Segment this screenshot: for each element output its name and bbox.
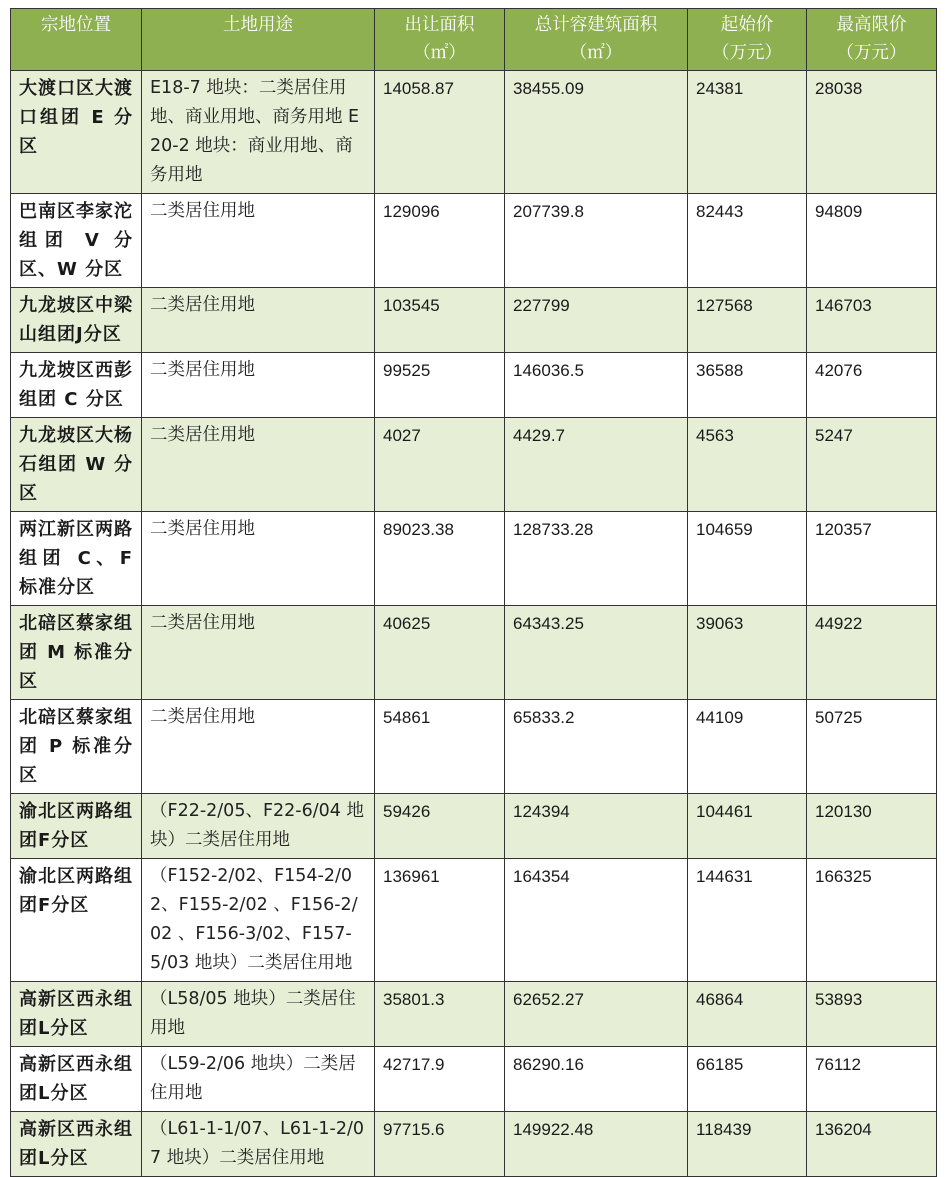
cell-max-price: 166325	[807, 859, 937, 982]
cell-start-price: 104659	[688, 512, 807, 606]
cell-land-use: E18-7 地块：二类居住用地、商业用地、商务用地 E20-2 地块：商业用地、商务用地	[142, 71, 375, 194]
cell-start-price: 39063	[688, 606, 807, 700]
table-row	[11, 353, 937, 418]
header-start-price	[688, 9, 807, 71]
table-row	[11, 1047, 937, 1112]
table-row	[11, 194, 937, 288]
cell-area: 42717.9	[375, 1047, 505, 1112]
cell-max-price: 120357	[807, 512, 937, 606]
cell-location: 九龙坡区大杨石组团 W 分区	[11, 418, 142, 512]
cell-max-price: 53893	[807, 982, 937, 1047]
cell-area: 14058.87	[375, 71, 505, 194]
table-row	[11, 700, 937, 794]
cell-max-price: 28038	[807, 71, 937, 194]
header-area	[375, 9, 505, 71]
cell-floor-area: 164354	[505, 859, 688, 982]
table-row	[11, 982, 937, 1047]
cell-max-price: 146703	[807, 288, 937, 353]
cell-area: 40625	[375, 606, 505, 700]
header-label: 起始价	[720, 15, 774, 35]
cell-land-use: 二类居住用地	[142, 418, 375, 512]
land-auction-table	[10, 8, 937, 1177]
cell-location: 九龙坡区中梁山组团J分区	[11, 288, 142, 353]
cell-max-price: 44922	[807, 606, 937, 700]
cell-max-price: 5247	[807, 418, 937, 512]
cell-location: 高新区西永组团L分区	[11, 1112, 142, 1177]
cell-land-use: （L61-1-1/07、L61-1-2/07 地块）二类居住用地	[142, 1112, 375, 1177]
cell-start-price: 46864	[688, 982, 807, 1047]
cell-floor-area: 4429.7	[505, 418, 688, 512]
cell-location: 渝北区两路组团F分区	[11, 794, 142, 859]
header-max-price	[807, 9, 937, 71]
cell-land-use: 二类居住用地	[142, 700, 375, 794]
cell-start-price: 127568	[688, 288, 807, 353]
table-row	[11, 794, 937, 859]
cell-floor-area: 65833.2	[505, 700, 688, 794]
header-label: 总计容建筑面积	[534, 15, 658, 35]
cell-floor-area: 38455.09	[505, 71, 688, 194]
cell-location: 高新区西永组团L分区	[11, 1047, 142, 1112]
cell-location: 大渡口区大渡口组团 E 分区	[11, 71, 142, 194]
cell-land-use: 二类居住用地	[142, 606, 375, 700]
cell-land-use: 二类居住用地	[142, 288, 375, 353]
cell-floor-area: 86290.16	[505, 1047, 688, 1112]
table-row	[11, 606, 937, 700]
cell-area: 4027	[375, 418, 505, 512]
cell-area: 89023.38	[375, 512, 505, 606]
header-label: 土地用途	[223, 15, 293, 35]
header-label: 宗地位置	[41, 15, 111, 35]
cell-floor-area: 146036.5	[505, 353, 688, 418]
cell-max-price: 42076	[807, 353, 937, 418]
header-land-use	[142, 9, 375, 71]
cell-start-price: 44109	[688, 700, 807, 794]
cell-area: 59426	[375, 794, 505, 859]
cell-location: 北碚区蔡家组团 M 标准分区	[11, 606, 142, 700]
table-row	[11, 512, 937, 606]
header-location	[11, 9, 142, 71]
cell-location: 渝北区两路组团F分区	[11, 859, 142, 982]
cell-land-use: 二类居住用地	[142, 194, 375, 288]
cell-start-price: 4563	[688, 418, 807, 512]
cell-land-use: （F152-2/02、F154-2/02、F155-2/02 、F156-2/02 、F156-3/02、F157-5/03 地块）二类居住用地	[142, 859, 375, 982]
cell-start-price: 104461	[688, 794, 807, 859]
cell-max-price: 120130	[807, 794, 937, 859]
cell-location: 九龙坡区西彭组团 C 分区	[11, 353, 142, 418]
cell-area: 35801.3	[375, 982, 505, 1047]
table-row	[11, 859, 937, 982]
cell-location: 巴南区李家沱组团 V 分区、W 分区	[11, 194, 142, 288]
cell-floor-area: 207739.8	[505, 194, 688, 288]
cell-max-price: 94809	[807, 194, 937, 288]
cell-start-price: 144631	[688, 859, 807, 982]
cell-start-price: 118439	[688, 1112, 807, 1177]
cell-land-use: 二类居住用地	[142, 512, 375, 606]
cell-area: 136961	[375, 859, 505, 982]
cell-start-price: 24381	[688, 71, 807, 194]
header-floor-area	[505, 9, 688, 71]
cell-start-price: 36588	[688, 353, 807, 418]
header-unit: （万元）	[712, 43, 782, 63]
table-row	[11, 1112, 937, 1177]
cell-location: 北碚区蔡家组团 P 标准分区	[11, 700, 142, 794]
cell-land-use: （F22-2/05、F22-6/04 地块）二类居住用地	[142, 794, 375, 859]
cell-max-price: 76112	[807, 1047, 937, 1112]
table-row	[11, 418, 937, 512]
table-row	[11, 71, 937, 194]
cell-area: 129096	[375, 194, 505, 288]
table-body	[11, 71, 937, 1177]
cell-floor-area: 128733.28	[505, 512, 688, 606]
cell-land-use: （L58/05 地块）二类居住用地	[142, 982, 375, 1047]
table-row	[11, 288, 937, 353]
cell-area: 97715.6	[375, 1112, 505, 1177]
cell-start-price: 82443	[688, 194, 807, 288]
cell-floor-area: 62652.27	[505, 982, 688, 1047]
cell-start-price: 66185	[688, 1047, 807, 1112]
cell-max-price: 136204	[807, 1112, 937, 1177]
cell-max-price: 50725	[807, 700, 937, 794]
cell-floor-area: 124394	[505, 794, 688, 859]
cell-location: 两江新区两路组团 C、F 标准分区	[11, 512, 142, 606]
header-unit: （万元）	[836, 43, 907, 63]
cell-area: 99525	[375, 353, 505, 418]
cell-land-use: 二类居住用地	[142, 353, 375, 418]
header-unit: （㎡）	[413, 43, 466, 63]
cell-location: 高新区西永组团L分区	[11, 982, 142, 1047]
cell-land-use: （L59-2/06 地块）二类居住用地	[142, 1047, 375, 1112]
cell-floor-area: 149922.48	[505, 1112, 688, 1177]
cell-area: 54861	[375, 700, 505, 794]
land-auction-table-container	[10, 8, 937, 1177]
header-label: 出让面积	[404, 15, 475, 35]
cell-floor-area: 227799	[505, 288, 688, 353]
header-label: 最高限价	[836, 15, 907, 35]
cell-area: 103545	[375, 288, 505, 353]
cell-floor-area: 64343.25	[505, 606, 688, 700]
table-header-row	[11, 9, 937, 71]
header-unit: （㎡）	[569, 43, 623, 63]
